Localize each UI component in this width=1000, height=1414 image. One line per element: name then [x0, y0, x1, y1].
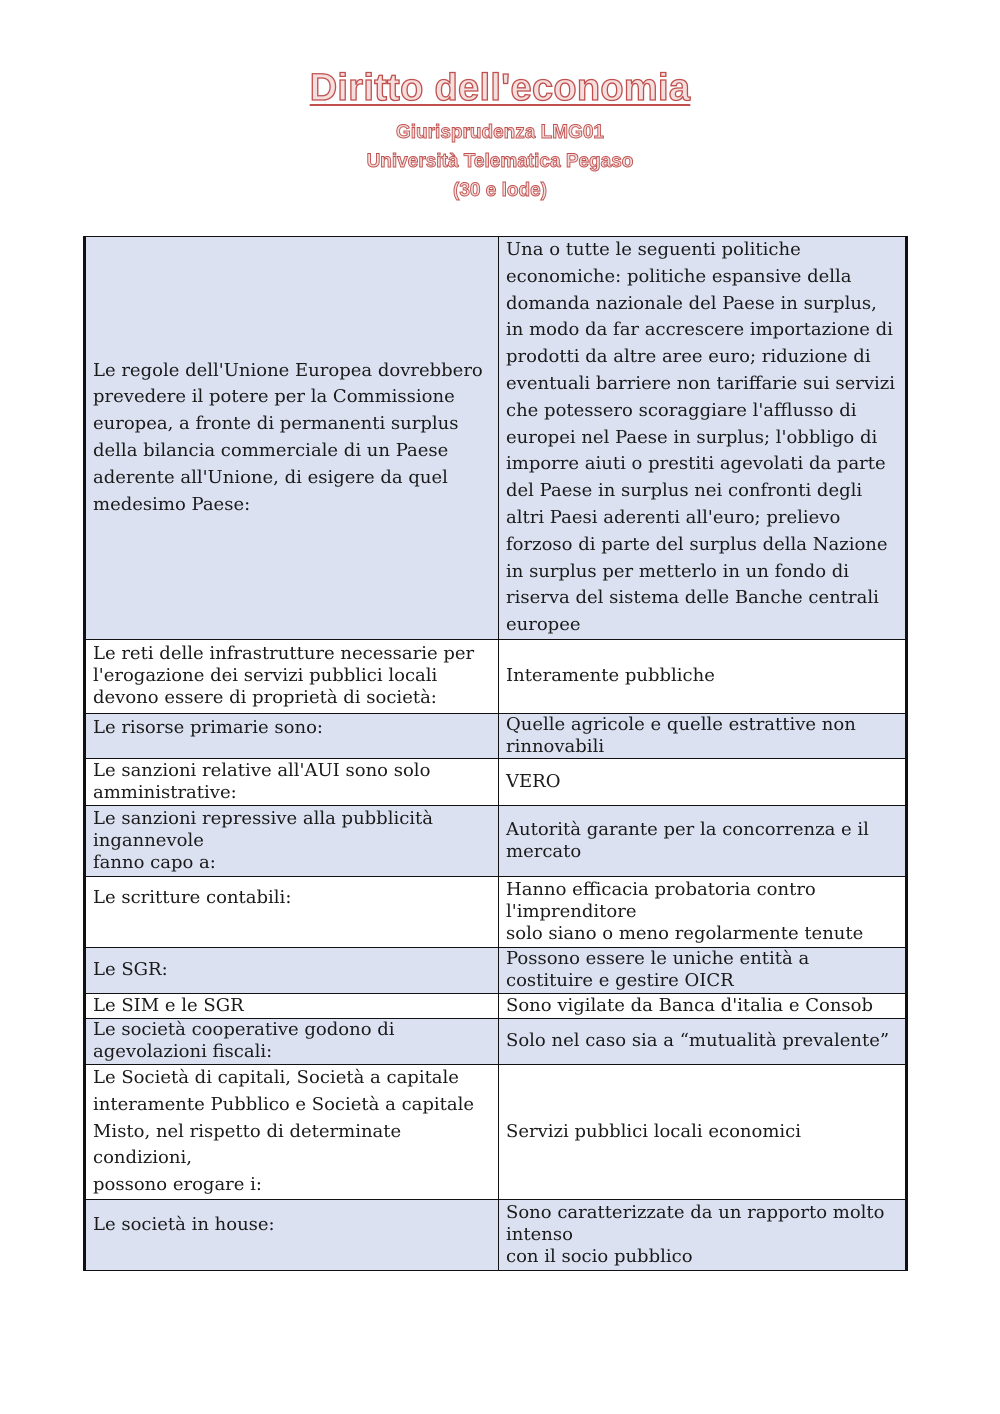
table-row — [85, 1199, 907, 1270]
answer-cell: Autorità garante per la concorrenza e il mercato — [499, 805, 907, 876]
question-cell: Le SIM e le SGR — [85, 993, 499, 1018]
answer-cell: Solo nel caso sia a “mutualità prevalente” — [499, 1018, 907, 1064]
table-row — [85, 237, 907, 640]
answer-cell: Sono caratterizzate da un rapporto molto intenso con il socio pubblico — [499, 1199, 907, 1270]
question-cell: Le società in house: — [85, 1199, 499, 1270]
answer-cell: Sono vigilate da Banca d'italia e Consob — [499, 993, 907, 1018]
answer-cell: Una o tutte le seguenti politiche economiche: politiche espansive della domanda nazionale del Paese in surplus, in modo da far accrescere importazione di prodotti da altre aree euro; riduzione di eventuali barriere non tariffarie sui servizi che potessero scoraggiare l'afflusso di europei nel Paese in surplus; l'obbligo di imporre aiuti o prestiti agevolati da parte del Paese in surplus nei confronti degli altri Paesi aderenti all'euro; prelievo forzoso di parte del surplus della Nazione in surplus per metterlo in un fondo di riserva del sistema delle Banche centrali europee — [499, 237, 907, 640]
answer-cell: VERO — [499, 758, 907, 805]
table-row — [85, 805, 907, 876]
document-header — [0, 62, 1000, 205]
answer-cell: Interamente pubbliche — [499, 639, 907, 713]
question-cell: Le regole dell'Unione Europea dovrebbero prevedere il potere per la Commissione europea, a fronte di permanenti surplus della bilancia commerciale di un Paese aderente all'Unione, di esigere da quel medesimo Paese: — [85, 237, 499, 640]
table-row — [85, 1018, 907, 1064]
question-cell: Le reti delle infrastrutture necessarie per l'erogazione dei servizi pubblici locali devono essere di proprietà di società: — [85, 639, 499, 713]
course-name: Giurisprudenza LMG01 — [396, 122, 604, 143]
table-row — [85, 993, 907, 1018]
answer-cell: Hanno efficacia probatoria contro l'imprenditore solo siano o meno regolarmente tenute — [499, 876, 907, 947]
question-cell: Le SGR: — [85, 947, 499, 993]
table-row — [85, 876, 907, 947]
question-cell: Le sanzioni repressive alla pubblicità ingannevole fanno capo a: — [85, 805, 499, 876]
question-cell: Le sanzioni relative all'AUI sono solo amministrative: — [85, 758, 499, 805]
table-row — [85, 947, 907, 993]
answer-cell: Quelle agricole e quelle estrattive non rinnovabili — [499, 713, 907, 758]
grade-note: (30 e lode) — [453, 180, 547, 201]
question-cell: Le Società di capitali, Società a capitale interamente Pubblico e Società a capitale Misto, nel rispetto di determinate condizioni, possono erogare i: — [85, 1064, 499, 1199]
answer-cell: Servizi pubblici locali economici — [499, 1064, 907, 1199]
table-row — [85, 639, 907, 713]
question-cell: Le risorse primarie sono: — [85, 713, 499, 758]
table-row — [85, 758, 907, 805]
question-cell: Le società cooperative godono di agevolazioni fiscali: — [85, 1018, 499, 1064]
answer-cell: Possono essere le uniche entità a costituire e gestire OICR — [499, 947, 907, 993]
question-cell: Le scritture contabili: — [85, 876, 499, 947]
university-name: Università Telematica Pegaso — [366, 151, 634, 172]
document-title: Diritto dell'economia — [309, 67, 691, 109]
qa-table — [83, 236, 908, 1271]
table-row — [85, 713, 907, 758]
table-row — [85, 1064, 907, 1199]
